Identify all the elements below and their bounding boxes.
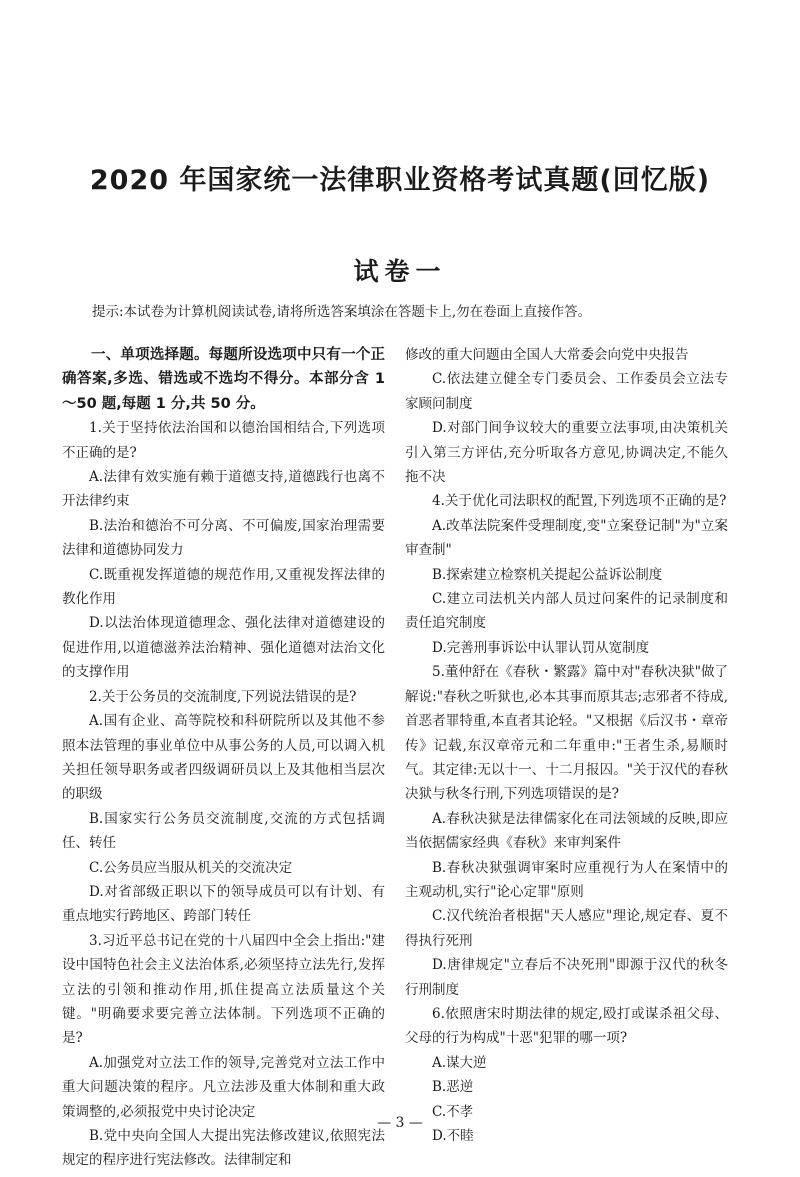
answer-option: C.不孝	[432, 1103, 474, 1120]
question-stem: 4.关于优化司法职权的配置,下列选项不正确的是?	[432, 493, 727, 510]
exam-title: 2020 年国家统一法律职业资格考试真题(回忆版)	[89, 165, 711, 196]
question-stem: 3.习近平总书记在党的十八届四中全会上指出:"建设中国特色社会主义法治体系,必须坚持立法先行,发挥立法的引领和推动作用,抓住提高立法质量这个关键。"明确要求要完善立法体制。下列选项不正确的是?	[62, 932, 385, 1047]
answer-option: C.依法建立健全专门委员会、工作委员会立法专家顾问制度	[405, 371, 728, 412]
answer-option: D.完善刑事诉讼中认罪认罚从宽制度	[432, 639, 650, 656]
answer-option: C.建立司法机关内部人员过问案件的记录制度和责任追究制度	[405, 591, 728, 632]
answer-option: D.对部门间争议较大的重要立法事项,由决策机关引入第三方评估,充分听取各方意见,协调决定,不能久拖不决	[405, 420, 728, 486]
answer-option: A.春秋决狱是法律儒家化在司法领域的反映,即应当依据儒家经典《春秋》来审判案件	[405, 810, 728, 852]
answer-option: B.春秋决狱强调审案时应重视行为人在案情中的主观动机,实行"论心定罪"原则	[405, 859, 728, 900]
answer-option: B.党中央向全国人大提出宪法修改建议,依照宪法规定的程序进行宪法修改。法律制定和	[62, 1128, 385, 1169]
question-stem: 6.依照唐宋时期法律的规定,殴打或谋杀祖父母、父母的行为构成"十恶"犯罪的哪一项?	[405, 1005, 728, 1047]
answer-option: A.改革法院案件受理制度,变"立案登记制"为"立案审查制"	[405, 517, 728, 559]
answer-option: C.既重视发挥道德的规范作用,又重视发挥法律的教化作用	[62, 566, 385, 608]
answer-option: A.法律有效实施有赖于道德支持,道德践行也离不开法律约束	[62, 469, 385, 510]
answer-option: B.探索建立检察机关提起公益诉讼制度	[432, 566, 663, 583]
answer-option-continued: 修改的重大问题由全国人大常委会向党中央报告	[405, 347, 689, 363]
section-heading: 一、单项选择题。每题所设选项中只有一个正确答案,多选、错选或不选均不得分。本部分含 1～50 题,每题 1 分,共 50 分。	[62, 347, 385, 412]
answer-option: A.谋大逆	[432, 1054, 487, 1071]
answer-option: C.汉代统治者根据"天人感应"理论,规定春、夏不得执行死刑	[405, 908, 728, 949]
page-number: — 3 —	[377, 1115, 423, 1131]
answer-option: B.国家实行公务员交流制度,交流的方式包括调任、转任	[62, 810, 385, 852]
right-column	[405, 343, 728, 1148]
answer-option: B.恶逆	[432, 1079, 474, 1096]
answer-option: D.对省部级正职以下的领导成员可以有计划、有重点地实行跨地区、跨部门转任	[62, 883, 385, 925]
left-column	[62, 343, 385, 1173]
answer-option: B.法治和德治不可分离、不可偏废,国家治理需要法律和道德协同发力	[62, 517, 385, 559]
answer-option: A.国有企业、高等院校和科研院所以及其他不参照本法管理的事业单位中从事公务的人员,可以调入机关担任领导职务或者四级调研员以上及其他相当层次的职级	[62, 713, 385, 803]
answer-option: A.加强党对立法工作的领导,完善党对立法工作中重大问题决策的程序。凡立法涉及重大体制和重大政策调整的,必须报党中央讨论决定	[62, 1054, 385, 1120]
question-stem: 1.关于坚持依法治国和以德治国相结合,下列选项不正确的是?	[62, 420, 385, 461]
answer-option: D.唐律规定"立春后不决死刑"即源于汉代的秋冬行刑制度	[405, 957, 728, 998]
question-stem: 2.关于公务员的交流制度,下列说法错误的是?	[89, 688, 357, 705]
paper-name: 试卷一	[353, 257, 447, 286]
answer-option: D.以法治体现道德理念、强化法律对道德建设的促进作用,以道德滋养法治精神、强化道德对法治文化的支撑作用	[62, 615, 385, 681]
answer-option: C.公务员应当服从机关的交流决定	[89, 859, 293, 876]
answer-option: D.不睦	[432, 1128, 474, 1144]
exam-notice: 提示:本试卷为计算机阅读试卷,请将所选答案填涂在答题卡上,勿在卷面上直接作答。	[92, 304, 592, 320]
question-stem: 5.董仲舒在《春秋・繁露》篇中对"春秋决狱"做了解说:"春秋之听狱也,必本其事而原其志;志邪者不待成,首恶者罪特重,本直者其论轻。"又根据《后汉书・章帝传》记载,东汉章帝元和二年重申:"王者生杀,易顺时气。其定律:无以十一、十二月报囚。"关于汉代的春秋决狱与秋冬行刑,下列选项错误的是?	[405, 664, 728, 803]
